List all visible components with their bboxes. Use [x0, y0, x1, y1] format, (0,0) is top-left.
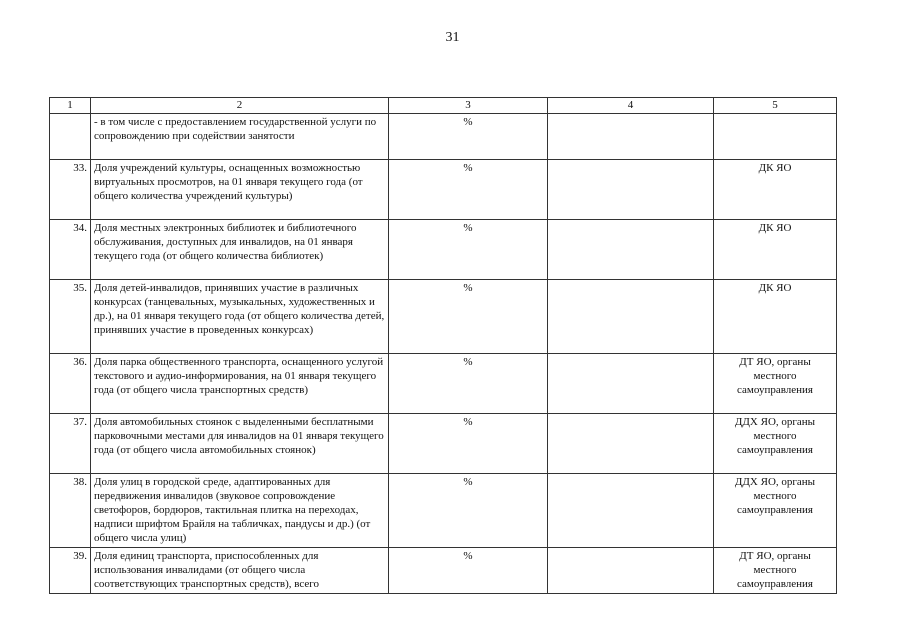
- indicator-text: Доля учреждений культуры, оснащенных возможностью виртуальных просмотров, на 01 января текущего года (от общего количества учреждений культуры): [91, 160, 389, 220]
- table-row: [50, 114, 837, 160]
- table-row: [50, 280, 837, 354]
- column-header-3: 3: [389, 98, 548, 114]
- column-header-1: 1: [50, 98, 91, 114]
- row-number: 36.: [50, 354, 91, 414]
- table-row: [50, 548, 837, 594]
- unit-cell: %: [389, 548, 548, 594]
- indicator-table: [49, 97, 837, 594]
- table-header-row: [50, 98, 837, 114]
- responsible-cell: ДК ЯО: [714, 220, 837, 280]
- table-row: [50, 414, 837, 474]
- unit-cell: %: [389, 474, 548, 548]
- column-header-5: 5: [714, 98, 837, 114]
- value-cell: [548, 280, 714, 354]
- responsible-cell: ДТ ЯО, органы местного самоуправления: [714, 354, 837, 414]
- indicator-text: Доля единиц транспорта, приспособленных для использования инвалидами (от общего числа соответствующих транспортных средств), всего: [91, 548, 389, 594]
- value-cell: [548, 160, 714, 220]
- column-header-2: 2: [91, 98, 389, 114]
- unit-cell: %: [389, 414, 548, 474]
- indicator-text: Доля автомобильных стоянок с выделенными бесплатными парковочными местами для инвалидов на 01 января текущего года (от общего числа автомобильных стоянок): [91, 414, 389, 474]
- table-row: [50, 354, 837, 414]
- indicator-text: Доля детей-инвалидов, принявших участие в различных конкурсах (танцевальных, музыкальных, художественных и др.), на 01 января текущего года (от общего количества детей, принявших участие в проведенных конкурсах): [91, 280, 389, 354]
- row-number: 38.: [50, 474, 91, 548]
- value-cell: [548, 548, 714, 594]
- responsible-cell: [714, 114, 837, 160]
- column-header-4: 4: [548, 98, 714, 114]
- row-number: 39.: [50, 548, 91, 594]
- page-number: 31: [445, 30, 460, 45]
- responsible-cell: ДДХ ЯО, органы местного самоуправления: [714, 474, 837, 548]
- value-cell: [548, 220, 714, 280]
- unit-cell: %: [389, 160, 548, 220]
- table-row: [50, 160, 837, 220]
- row-number: [50, 114, 91, 160]
- unit-cell: %: [389, 354, 548, 414]
- table-row: [50, 474, 837, 548]
- row-number: 37.: [50, 414, 91, 474]
- responsible-cell: ДТ ЯО, органы местного самоуправления: [714, 548, 837, 594]
- unit-cell: %: [389, 114, 548, 160]
- value-cell: [548, 474, 714, 548]
- value-cell: [548, 414, 714, 474]
- responsible-cell: ДК ЯО: [714, 160, 837, 220]
- indicator-text: Доля местных электронных библиотек и библиотечного обслуживания, доступных для инвалидов, на 01 января текущего года (от общего количества библиотек): [91, 220, 389, 280]
- unit-cell: %: [389, 280, 548, 354]
- row-number: 34.: [50, 220, 91, 280]
- unit-cell: %: [389, 220, 548, 280]
- table-row: [50, 220, 837, 280]
- value-cell: [548, 354, 714, 414]
- value-cell: [548, 114, 714, 160]
- responsible-cell: ДК ЯО: [714, 280, 837, 354]
- row-number: 35.: [50, 280, 91, 354]
- row-number: 33.: [50, 160, 91, 220]
- indicator-text: - в том числе с предоставлением государственной услуги по сопровождению при содействии занятости: [91, 114, 389, 160]
- indicator-text: Доля парка общественного транспорта, оснащенного услугой текстового и аудио-информирования, на 01 января текущего года (от общего числа транспортных средств): [91, 354, 389, 414]
- responsible-cell: ДДХ ЯО, органы местного самоуправления: [714, 414, 837, 474]
- indicator-text: Доля улиц в городской среде, адаптированных для передвижения инвалидов (звуковое сопровождение светофоров, бордюров, тактильная плитка на переходах, надписи шрифтом Брайля на табличках, пандусы и др.) (от общего числа улиц): [91, 474, 389, 548]
